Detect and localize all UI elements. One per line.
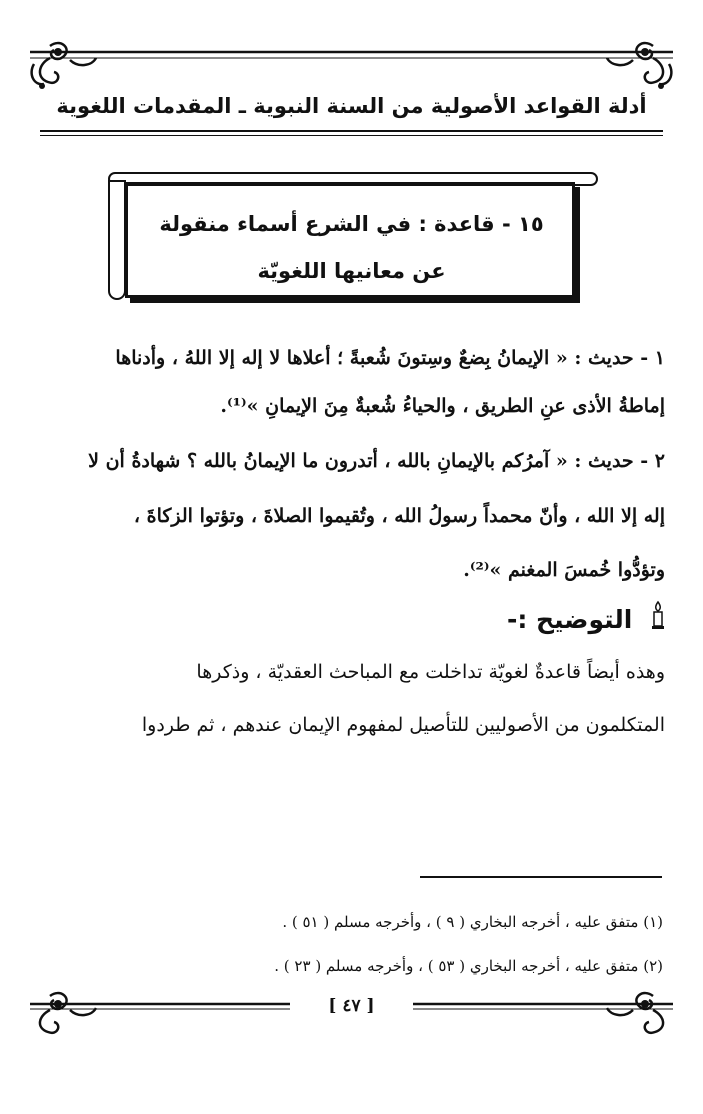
header-rule bbox=[40, 130, 663, 132]
hadith-1-line-2: إماطةُ الأذى عنِ الطريق ، والحياءُ شُعبةٌ مِنَ الإيمانِ »⁽¹⁾. bbox=[220, 395, 665, 417]
section-heading bbox=[507, 600, 665, 640]
rule-title-line-2: عن معانيها اللغويّة bbox=[257, 259, 446, 283]
header-rule-thin bbox=[40, 135, 663, 136]
page-number: [ ٤٧ ] bbox=[328, 996, 375, 1016]
running-header: أدلة القواعد الأصولية من السنة النبوية ـ المقدمات اللغوية bbox=[56, 94, 647, 118]
candle-icon bbox=[651, 600, 665, 642]
hadith-2-line-3: وتؤدُّوا خُمسَ المغنم »⁽²⁾. bbox=[463, 559, 665, 581]
footnote-separator bbox=[420, 876, 662, 878]
hadith-1-line-1: ١ - حديث : « الإيمانُ بِضعٌ وسِتونَ شُعبةً ؛ أعلاها لا إله إلا اللهُ ، وأدناها bbox=[115, 347, 665, 369]
hadith-2-line-1: ٢ - حديث : « آمرُكم بالإيمانِ بالله ، أتدرون ما الإيمانُ بالله ؟ شهادةُ أن لا bbox=[88, 450, 665, 472]
footnote-2: (٢) متفق عليه ، أخرجه البخاري ( ٥٣ ) ، وأخرجه مسلم ( ٢٣ ) . bbox=[274, 957, 663, 975]
rule-title-line-1: ١٥ - قاعدة : في الشرع أسماء منقولة bbox=[159, 212, 544, 236]
section-heading-text: التوضيح :- bbox=[506, 605, 633, 634]
scroll-left-roll bbox=[108, 180, 126, 300]
hadith-2-line-2: إله إلا الله ، وأنّ محمداً رسولُ الله ، وتُقيموا الصلاةَ ، وتؤتوا الزكاةَ ، bbox=[133, 505, 665, 527]
footnote-1: (١) متفق عليه ، أخرجه البخاري ( ٩ ) ، وأخرجه مسلم ( ٥١ ) . bbox=[282, 913, 663, 931]
paragraph-line-2: المتكلمون من الأصوليين للتأصيل لمفهوم الإيمان عندهم ، ثم طردوا bbox=[141, 714, 665, 736]
paragraph-line-1: وهذه أيضاً قاعدةٌ لغويّة تداخلت مع المباحث العقديّة ، وذكرها bbox=[196, 661, 665, 683]
